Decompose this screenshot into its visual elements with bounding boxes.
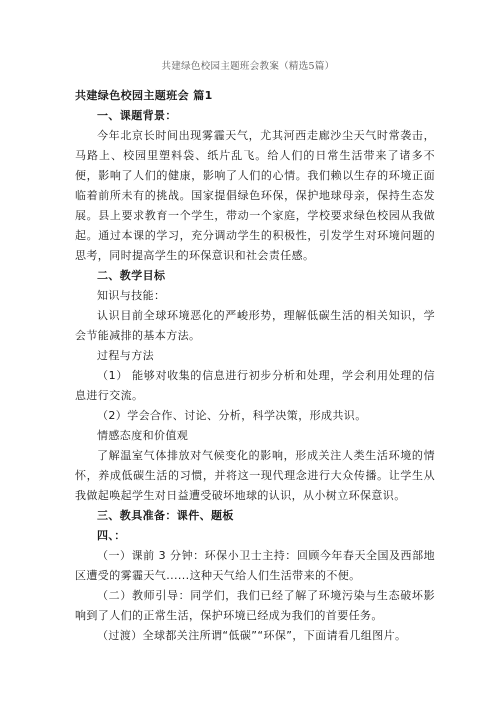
knowledge-paragraph: 认识目前全球环境恶化的严峻形势，理解低碳生活的相关知识，学会节能减排的基本方法。 [75,309,435,342]
document-body [75,86,435,646]
emotion-paragraph: 了解温室气体排放对气候变化的影响，形成关注人类生活环境的情怀，养成低碳生活的习惯，并将这一现代理念进行大众传播。让学生从我做起唤起学生对日益遭受破坏地球的认识，从小树立环保意识。 [75,449,435,502]
process-label: 过程与方法 [97,349,154,362]
procedure-step-3: （过渡）全球都关注所谓“低碳”“环保”，下面请看几组图片。 [97,629,407,642]
process-item-1: （1） 能够对收集的信息进行初步分析和处理，学会利用处理的信息进行交流。 [75,369,435,402]
section-heading-procedure: 四、： [97,529,126,542]
procedure-step-1: （一）课前 3 分钟：环保小卫士主持：回顾今年春天全国及西部地区遭受的雾霾天气......这种天气给人们生活带来的不便。 [75,549,435,582]
emotion-label: 情感态度和价值观 [97,429,189,442]
section-heading-background: 一、课题背景： [97,109,177,122]
process-item-2: （2）学会合作、讨论、分析，科学决策，形成共识。 [97,409,367,422]
background-paragraph: 今年北京长时间出现雾霾天气，尤其河西走廊沙尘天气时常袭击，马路上、校园里塑料袋、纸片乱飞。给人们的日常生活带来了诸多不便，影响了人们的健康，影响了人们的心情。我们赖以生存的环境正面临着前所未有的挑战。国家提倡绿色环保，保护地球母亲，保持生态发展。县上要求教育一个学生，带动一个家庭，学校要求绿色校园从我做起。通过本课的学习，充分调动学生的积极性，引发学生对环境问题的思考，同时提高学生的环保意识和社会责任感。 [75,129,435,262]
procedure-step-2: （二）教师引导：同学们，我们已经了解了环境污染与生态破坏影响到了人们的正常生活，保护环境已经成为我们的首要任务。 [75,589,435,622]
section-heading-materials: 三、教具准备：课件、题板 [97,509,234,522]
document-title: 共建绿色校园主题班会 篇1 [75,89,213,102]
section-heading-goals: 二、教学目标 [97,269,166,282]
knowledge-label: 知识与技能： [97,289,166,302]
running-header: 共建绿色校园主题班会教案（精选5篇） [161,61,335,72]
